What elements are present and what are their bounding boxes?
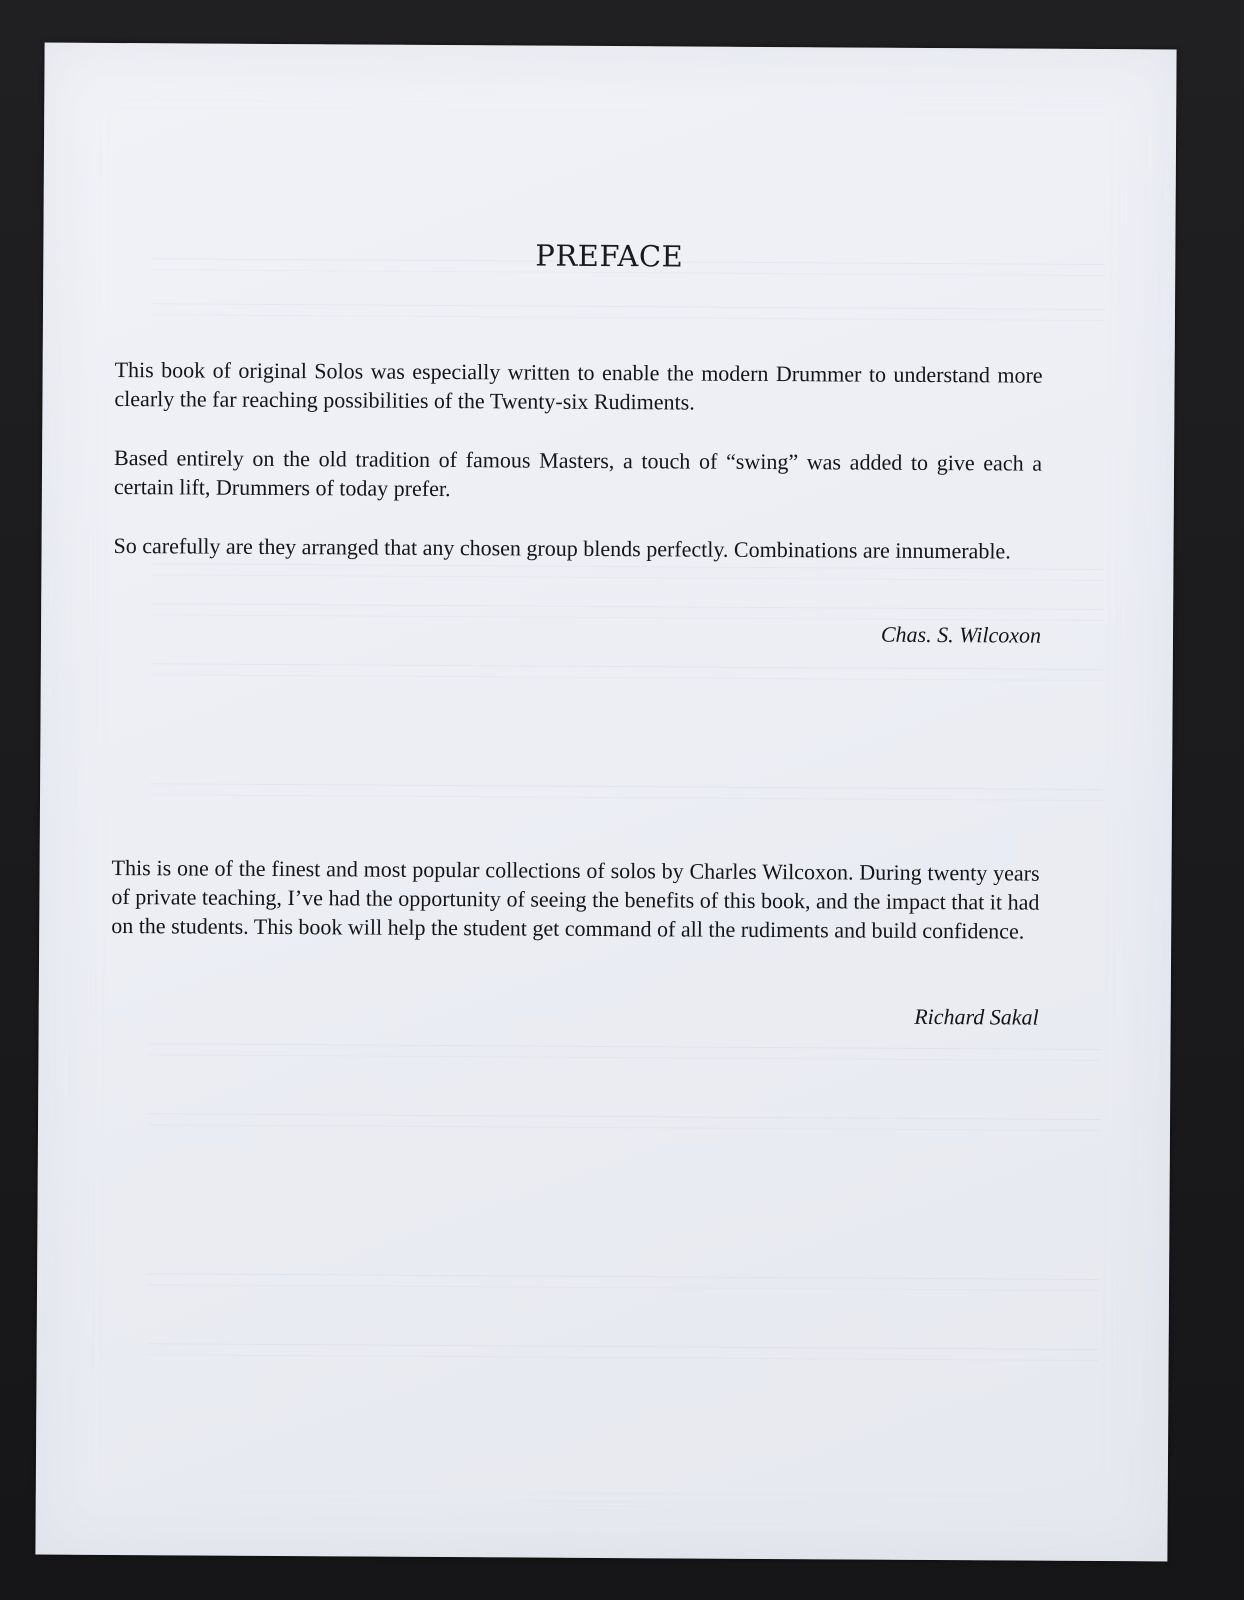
bleed-through-line [147, 1273, 1099, 1291]
signature-wilcoxon: Chas. S. Wilcoxon [880, 621, 1042, 648]
bleed-through-line [153, 303, 1105, 321]
bleed-through-line [151, 563, 1103, 581]
bleed-through-line [151, 603, 1103, 621]
page-title: PREFACE [535, 238, 684, 274]
paper-sheet [35, 43, 1176, 1562]
bleed-through-line [148, 1113, 1100, 1131]
preface-paragraph-1: This book of original Solos was especially written to enable the modern Drummer to understand more clearly the far reaching possibilities of the Twenty-six Rudiments. [114, 356, 1043, 415]
signature-sakal: Richard Sakal [914, 1003, 1039, 1030]
bleed-through-line [148, 1043, 1100, 1061]
bleed-through-line [147, 1343, 1099, 1361]
preface-paragraph-2: Based entirely on the old tradition of famous Masters, a touch of “swing” was added to give each a certain lift, Drummers of today prefer. [113, 444, 1043, 502]
bleed-through-line [151, 663, 1103, 681]
bleed-through-line [150, 783, 1102, 801]
closing-paragraph: This is one of the finest and most popular collections of solos by Charles Wilcoxon. During twenty years of private teaching, I’ve had the opportunity of seeing the benefits of this book, and the impact that it had on the students. This book will help the student get command of all the rudiments and build confidence. [111, 854, 1040, 944]
preface-paragraph-3: So carefully are they arranged that any chosen group blends perfectly. Combinations are innumerable. [113, 532, 1011, 564]
